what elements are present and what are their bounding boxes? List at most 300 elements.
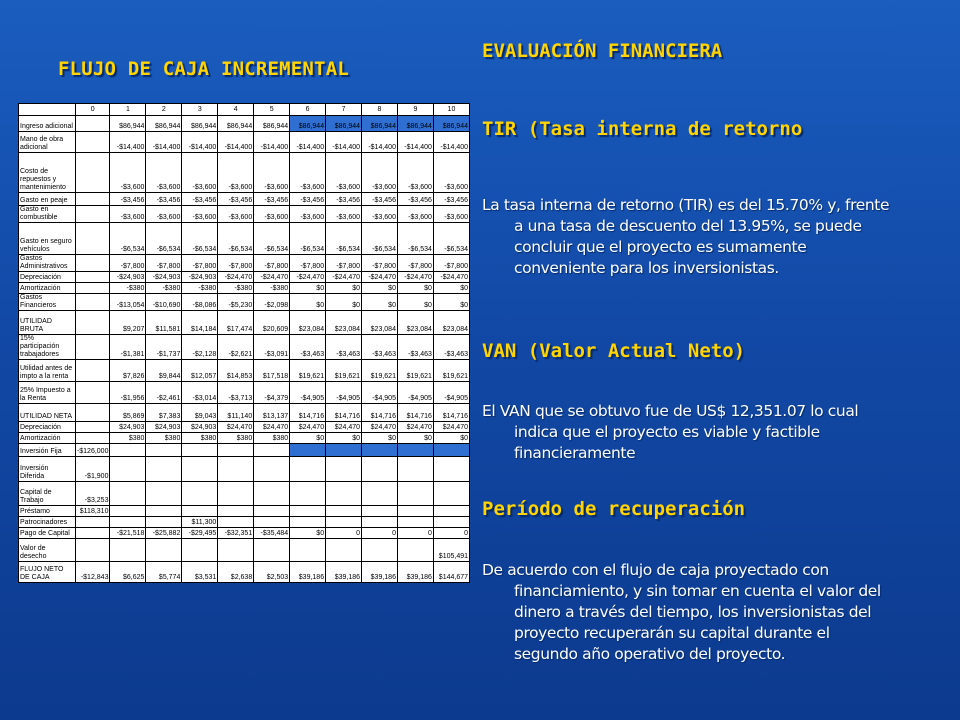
table-cell: $23,084 [290,311,326,335]
table-cell [146,482,182,506]
table-cell: -$380 [218,283,254,294]
table-cell: -$126,000 [75,444,110,457]
table-cell: $14,184 [182,311,218,335]
cash-flow-table [18,103,470,583]
table-cell: -$3,456 [146,193,182,206]
table-cell: $86,944 [146,116,182,132]
table-cell: $19,621 [326,360,362,382]
table-cell [75,335,110,360]
table-cell: $39,186 [326,562,362,583]
table-row [19,433,470,444]
table-cell: -$1,900 [75,457,110,482]
table-cell: $14,716 [433,404,469,422]
row-label: Gasto en combustible [19,206,76,223]
table-cell [397,506,433,517]
table-cell: -$10,690 [146,294,182,311]
row-label: FLUJO NETO DE CAJA [19,562,76,583]
table-cell [397,517,433,528]
table-cell [110,506,146,517]
table-cell [397,539,433,562]
table-cell: -$2,128 [182,335,218,360]
table-cell [254,457,290,482]
table-cell: -$1,956 [110,382,146,404]
table-cell [290,539,326,562]
table-cell: $23,084 [433,311,469,335]
table-row [19,444,470,457]
table-cell: -$14,400 [326,132,362,153]
table-cell: $24,470 [433,422,469,433]
table-row [19,272,470,283]
table-cell: -$7,800 [362,255,398,272]
table-cell [433,457,469,482]
table-cell: $24,903 [110,422,146,433]
table-cell: $0 [290,528,326,539]
table-cell: $0 [362,433,398,444]
table-cell: $24,470 [254,422,290,433]
year-header: 0 [75,104,110,116]
table-cell [110,517,146,528]
table-cell: -$3,600 [110,153,146,193]
table-cell: -$32,351 [218,528,254,539]
row-label: Amortización [19,283,76,294]
table-cell: -$2,461 [146,382,182,404]
table-cell: -$14,400 [433,132,469,153]
table-cell: -$7,800 [290,255,326,272]
table-cell: -$3,600 [182,206,218,223]
table-cell: -$24,470 [433,272,469,283]
table-cell [75,528,110,539]
table-cell: -$24,903 [146,272,182,283]
table-row [19,422,470,433]
table-row [19,193,470,206]
row-label: Depreciación [19,272,76,283]
table-cell: $0 [290,283,326,294]
table-row [19,335,470,360]
table-cell [254,444,290,457]
table-cell [290,482,326,506]
table-cell: $9,043 [182,404,218,422]
table-cell: $86,944 [290,116,326,132]
table-cell: -$3,463 [290,335,326,360]
table-cell [75,193,110,206]
table-cell: -$6,534 [326,223,362,255]
table-cell: $24,470 [290,422,326,433]
table-cell: -$14,400 [397,132,433,153]
table-cell: -$1,381 [110,335,146,360]
table-cell: $86,944 [218,116,254,132]
table-cell: -$7,800 [433,255,469,272]
table-cell: $19,621 [397,360,433,382]
table-cell: -$24,470 [218,272,254,283]
table-cell [75,223,110,255]
table-cell: $24,903 [182,422,218,433]
year-header: 2 [146,104,182,116]
table-cell: -$12,843 [75,562,110,583]
table-cell [326,457,362,482]
table-cell: -$3,456 [110,193,146,206]
year-header: 8 [362,104,398,116]
table-cell [218,444,254,457]
table-cell: $86,944 [397,116,433,132]
table-row [19,404,470,422]
table-cell [218,482,254,506]
table-cell: -$6,534 [110,223,146,255]
table-cell: $86,944 [110,116,146,132]
table-cell: -$3,456 [326,193,362,206]
table-cell [326,506,362,517]
table-cell: -$3,456 [254,193,290,206]
row-label: Gasto en peaje [19,193,76,206]
table-cell: $0 [433,433,469,444]
table-cell [75,517,110,528]
table-cell: -$6,534 [182,223,218,255]
table-cell: -$7,800 [218,255,254,272]
table-cell: -$14,400 [362,132,398,153]
table-cell: -$14,400 [254,132,290,153]
table-cell: -$3,600 [397,153,433,193]
table-cell: $24,470 [218,422,254,433]
table-cell: -$3,463 [326,335,362,360]
table-cell [75,404,110,422]
table-cell [290,506,326,517]
table-cell: -$3,600 [326,153,362,193]
table-cell [75,382,110,404]
table-cell: -$24,470 [290,272,326,283]
table-cell: -$3,600 [362,206,398,223]
table-cell: -$4,379 [254,382,290,404]
table-cell: -$21,518 [110,528,146,539]
table-cell [110,444,146,457]
table-cell: $24,470 [397,422,433,433]
table-cell: -$6,534 [254,223,290,255]
table-cell: $11,300 [182,517,218,528]
table-cell [433,517,469,528]
table-cell: $9,207 [110,311,146,335]
table-cell: $13,137 [254,404,290,422]
row-label: UTILIDAD BRUTA [19,311,76,335]
table-cell [326,444,362,457]
table-cell: -$29,495 [182,528,218,539]
table-cell [75,153,110,193]
tir-paragraph: La tasa interna de retorno (TIR) es del 15.70% y, frente a una tasa de descuento del 13.95%, se puede concluir que el proyecto es sumamente conveniente para los inversionistas. [482,196,890,277]
table-row [19,562,470,583]
table-cell: -$24,903 [182,272,218,283]
table-cell [110,457,146,482]
table-cell: -$380 [254,283,290,294]
table-cell: -$24,470 [397,272,433,283]
table-cell: -$6,534 [397,223,433,255]
table-cell [326,482,362,506]
table-cell: $0 [326,283,362,294]
table-cell [218,457,254,482]
table-cell: $105,491 [433,539,469,562]
table-cell [362,444,398,457]
table-row [19,382,470,404]
table-cell: $5,869 [110,404,146,422]
table-cell: $0 [397,283,433,294]
table-cell: -$3,600 [146,153,182,193]
table-cell [218,506,254,517]
table-cell: $11,140 [218,404,254,422]
table-cell: -$6,534 [290,223,326,255]
table-cell [182,444,218,457]
table-row [19,539,470,562]
row-label: 15% participación trabajadores [19,335,76,360]
row-label: Préstamo [19,506,76,517]
row-label: Gastos Financieros [19,294,76,311]
year-header: 3 [182,104,218,116]
table-cell: $11,581 [146,311,182,335]
row-label: 25% Impuesto a la Renta [19,382,76,404]
table-cell: -$6,534 [146,223,182,255]
table-cell: -$14,400 [146,132,182,153]
table-cell: -$7,800 [182,255,218,272]
table-cell: -$3,253 [75,482,110,506]
table-cell: $86,944 [362,116,398,132]
table-cell [110,539,146,562]
table-cell [75,311,110,335]
table-cell: $0 [397,294,433,311]
table-cell: -$7,800 [254,255,290,272]
table-cell: -$3,456 [290,193,326,206]
table-cell: $0 [326,433,362,444]
table-cell: $7,383 [146,404,182,422]
table-cell: -$6,534 [218,223,254,255]
table-cell [254,539,290,562]
table-cell [75,294,110,311]
table-row [19,223,470,255]
table-cell: -$14,400 [218,132,254,153]
table-row [19,255,470,272]
table-cell [254,506,290,517]
row-label: Amortización [19,433,76,444]
table-cell [110,482,146,506]
table-cell: -$7,800 [110,255,146,272]
payback-paragraph: De acuerdo con el flujo de caja proyectado con financiamiento, y sin tomar en cuenta el valor del dinero a través del tiempo, los inversionistas del proyecto recuperarán su capital durante el segundo año operativo del proyecto. [482,561,881,663]
table-cell: $5,774 [146,562,182,583]
table-row [19,153,470,193]
table-cell: $23,084 [397,311,433,335]
table-cell [182,506,218,517]
table-cell: -$14,400 [290,132,326,153]
table-cell: -$3,600 [254,153,290,193]
row-label: Capital de Trabajo [19,482,76,506]
table-cell [182,457,218,482]
table-cell: -$3,600 [433,206,469,223]
row-label: Valor de desecho [19,539,76,562]
table-cell: -$4,905 [326,382,362,404]
table-cell [433,444,469,457]
table-cell: 0 [362,528,398,539]
table-cell: -$7,800 [146,255,182,272]
table-cell: $23,084 [326,311,362,335]
table-cell: -$7,800 [326,255,362,272]
table-cell: $19,621 [362,360,398,382]
table-cell: $14,716 [290,404,326,422]
table-cell: $24,903 [146,422,182,433]
table-cell [75,422,110,433]
table-row [19,116,470,132]
table-cell: $380 [218,433,254,444]
table-cell: -$24,903 [110,272,146,283]
table-cell: $12,057 [182,360,218,382]
table-cell: $2,638 [218,562,254,583]
table-cell: -$6,534 [362,223,398,255]
table-cell: $20,609 [254,311,290,335]
table-row [19,283,470,294]
table-cell [397,482,433,506]
table-cell [218,539,254,562]
table-cell [254,482,290,506]
table-cell [75,539,110,562]
table-cell: $0 [433,283,469,294]
table-cell: $2,503 [254,562,290,583]
table-cell [290,444,326,457]
table-cell: -$4,905 [362,382,398,404]
table-cell: -$380 [146,283,182,294]
table-cell: -$3,600 [433,153,469,193]
table-cell: -$2,098 [254,294,290,311]
table-cell: $19,621 [290,360,326,382]
table-cell: $3,531 [182,562,218,583]
table-cell: -$3,463 [433,335,469,360]
table-cell [362,506,398,517]
table-cell: $14,716 [362,404,398,422]
row-label: Gastos Administrativos [19,255,76,272]
table-cell [75,360,110,382]
table-cell: -$380 [110,283,146,294]
table-cell [326,517,362,528]
table-cell: $380 [254,433,290,444]
table-cell: -$3,600 [254,206,290,223]
table-cell: -$14,400 [182,132,218,153]
table-cell: -$3,600 [290,153,326,193]
table-cell: -$3,456 [362,193,398,206]
table-cell: $24,470 [326,422,362,433]
table-cell [146,506,182,517]
table-cell: -$6,534 [433,223,469,255]
table-cell: $19,621 [433,360,469,382]
financial-evaluation-heading: EVALUACIÓN FINANCIERA [482,40,723,62]
table-cell: $0 [397,433,433,444]
table-cell: $86,944 [326,116,362,132]
header-corner [19,104,76,116]
row-label: Utilidad antes de impto a la renta [19,360,76,382]
table-cell [362,539,398,562]
table-cell [75,132,110,153]
year-header: 9 [397,104,433,116]
year-header: 4 [218,104,254,116]
table-cell [182,539,218,562]
table-cell: -$24,470 [362,272,398,283]
table-cell: -$3,463 [362,335,398,360]
table-cell: -$14,400 [110,132,146,153]
table-cell: $9,844 [146,360,182,382]
table-cell [218,517,254,528]
table-cell: -$3,463 [397,335,433,360]
table-cell [362,517,398,528]
table-cell: -$8,086 [182,294,218,311]
table-cell: $39,186 [397,562,433,583]
table-cell: -$4,905 [397,382,433,404]
table-cell: -$7,800 [397,255,433,272]
table-cell: $17,518 [254,360,290,382]
table-cell: -$3,600 [146,206,182,223]
row-label: Depreciación [19,422,76,433]
table-cell: $39,186 [290,562,326,583]
table-cell: 0 [433,528,469,539]
table-cell [397,457,433,482]
table-row [19,360,470,382]
table-cell: $380 [110,433,146,444]
table-cell: $144,677 [433,562,469,583]
table-cell: $86,944 [254,116,290,132]
table-cell: -$3,456 [397,193,433,206]
table-cell: -$3,600 [110,206,146,223]
table-cell [182,482,218,506]
table-cell [146,457,182,482]
table-cell [433,506,469,517]
table-row [19,294,470,311]
table-cell: -$3,456 [182,193,218,206]
table-cell [146,539,182,562]
table-cell [146,517,182,528]
table-cell: -$35,484 [254,528,290,539]
table-cell: -$13,054 [110,294,146,311]
table-cell: $14,853 [218,360,254,382]
year-header: 10 [433,104,469,116]
table-cell [75,206,110,223]
table-cell: $14,716 [397,404,433,422]
table-cell [75,433,110,444]
year-header: 7 [326,104,362,116]
table-cell [433,482,469,506]
row-label: Inversión Diferida [19,457,76,482]
table-cell: $86,944 [182,116,218,132]
table-cell: $0 [290,433,326,444]
table-cell: -$5,230 [218,294,254,311]
cash-flow-title: FLUJO DE CAJA INCREMENTAL [58,58,349,80]
table-cell [75,255,110,272]
year-header: 1 [110,104,146,116]
table-row [19,132,470,153]
table-cell: -$3,600 [290,206,326,223]
table-cell [326,539,362,562]
table-cell: $0 [326,294,362,311]
table-cell: $17,474 [218,311,254,335]
table-cell: $0 [290,294,326,311]
table-cell: $6,625 [110,562,146,583]
row-label: UTILIDAD NETA [19,404,76,422]
van-heading: VAN (Valor Actual Neto) [482,340,746,362]
table-cell [254,517,290,528]
table-cell: $39,186 [362,562,398,583]
table-cell: $23,084 [362,311,398,335]
table-cell: -$24,470 [254,272,290,283]
table-cell: -$25,882 [146,528,182,539]
table-cell: $0 [362,294,398,311]
table-cell [362,482,398,506]
table-row [19,528,470,539]
row-label: Costo de repuestos y mantenimiento [19,153,76,193]
row-label: Pago de Capital [19,528,76,539]
table-cell: $380 [146,433,182,444]
table-row [19,311,470,335]
table-cell: -$24,470 [326,272,362,283]
payback-heading: Período de recuperación [482,498,746,520]
table-cell [362,457,398,482]
van-paragraph: El VAN que se obtuvo fue de US$ 12,351.07 lo cual indica que el proyecto es viable y factible financieramente [482,402,859,462]
